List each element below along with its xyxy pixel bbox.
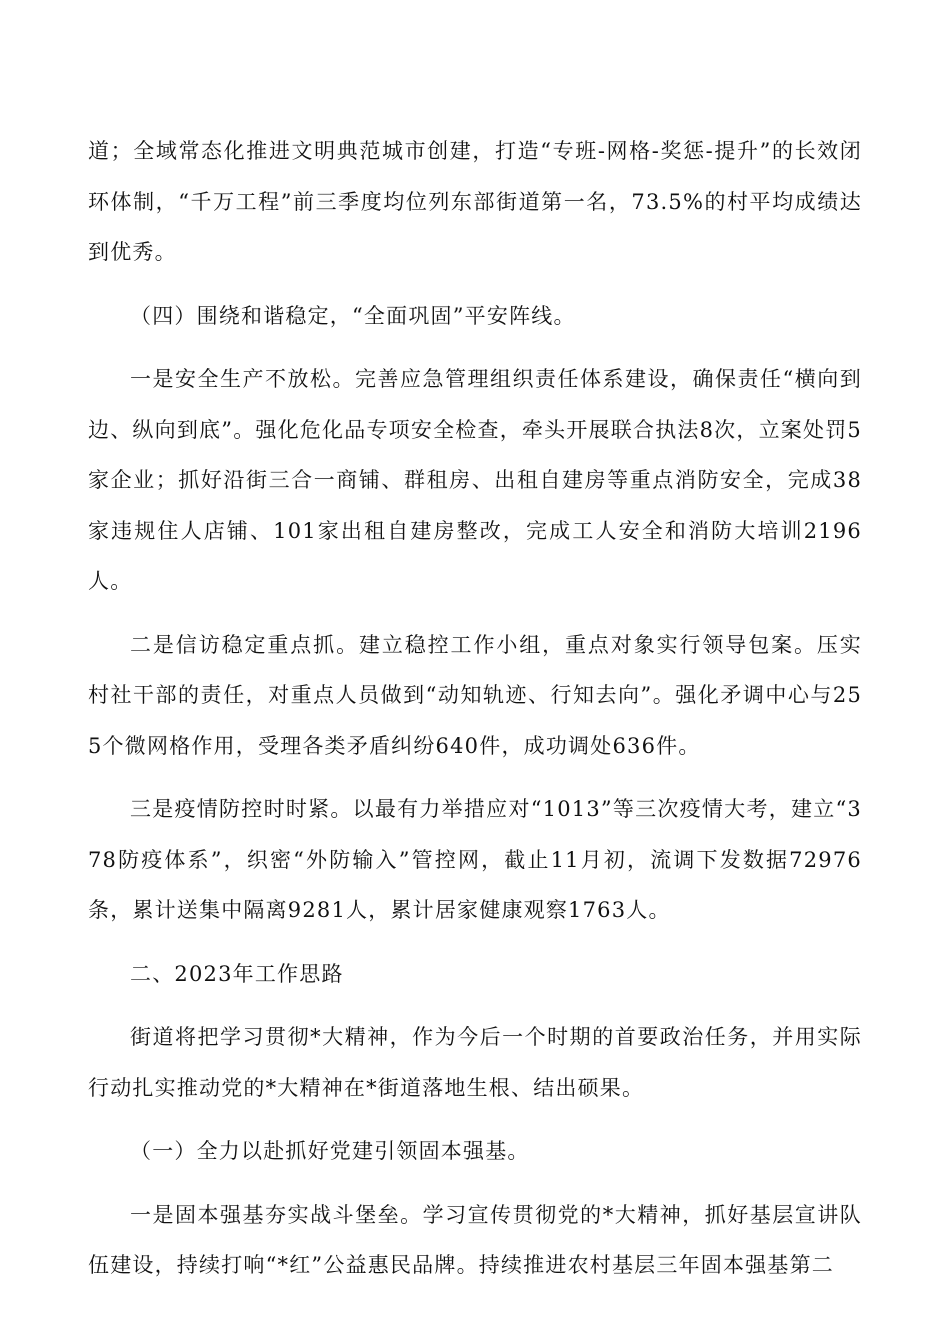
paragraph-continued: 道；全域常态化推进文明典范城市创建，打造“专班-网格-奖惩-提升”的长效闭环体制，“千万工程”前三季度均位列东部街道第一名，73.5%的村平均成绩达到优秀。	[88, 139, 862, 264]
paragraph-petition-stability: 二是信访稳定重点抓。建立稳控工作小组，重点对象实行领导包案。压实村社干部的责任，对重点人员做到“动知轨迹、行知去向”。强化矛调中心与255个微网格作用，受理各类矛盾纠纷640件，成功调处636件。	[88, 632, 862, 758]
paragraph-grassroots-base: 一是固本强基夯实战斗堡垒。学习宣传贯彻党的*大精神，抓好基层宣讲队伍建设，持续打响“*红”公益惠民品牌。持续推进农村基层三年固本强基第二	[88, 1202, 862, 1277]
paragraph-epidemic-control: 三是疫情防控时时紧。以最有力举措应对“1013”等三次疫情大考，建立“378防疫体系”，织密“外防输入”管控网，截止11月初，流调下发数据72976条，累计送集中隔离9281人，累计居家健康观察1763人。	[88, 797, 862, 922]
document-body	[88, 126, 862, 1304]
subsection-heading-one: （一）全力以赴抓好党建引领固本强基。	[130, 1139, 530, 1163]
section-heading-four: （四）围绕和谐稳定，“全面巩固”平安阵线。	[130, 303, 576, 328]
section-heading-2023-plan: 二、2023年工作思路	[130, 961, 344, 986]
paragraph-safety-production: 一是安全生产不放松。完善应急管理组织责任体系建设，确保责任“横向到边、纵向到底”。强化危化品专项安全检查，牵头开展联合执法8次，立案处罚5家企业；抓好沿街三合一商铺、群租房、出租自建房等重点消防安全，完成38家违规住人店铺、101家出租自建房整改，完成工人安全和消防大培训2196人。	[88, 367, 862, 593]
paragraph-plan-intro: 街道将把学习贯彻*大精神，作为今后一个时期的首要政治任务，并用实际行动扎实推动党的*大精神在*街道落地生根、结出硕果。	[88, 1025, 862, 1100]
